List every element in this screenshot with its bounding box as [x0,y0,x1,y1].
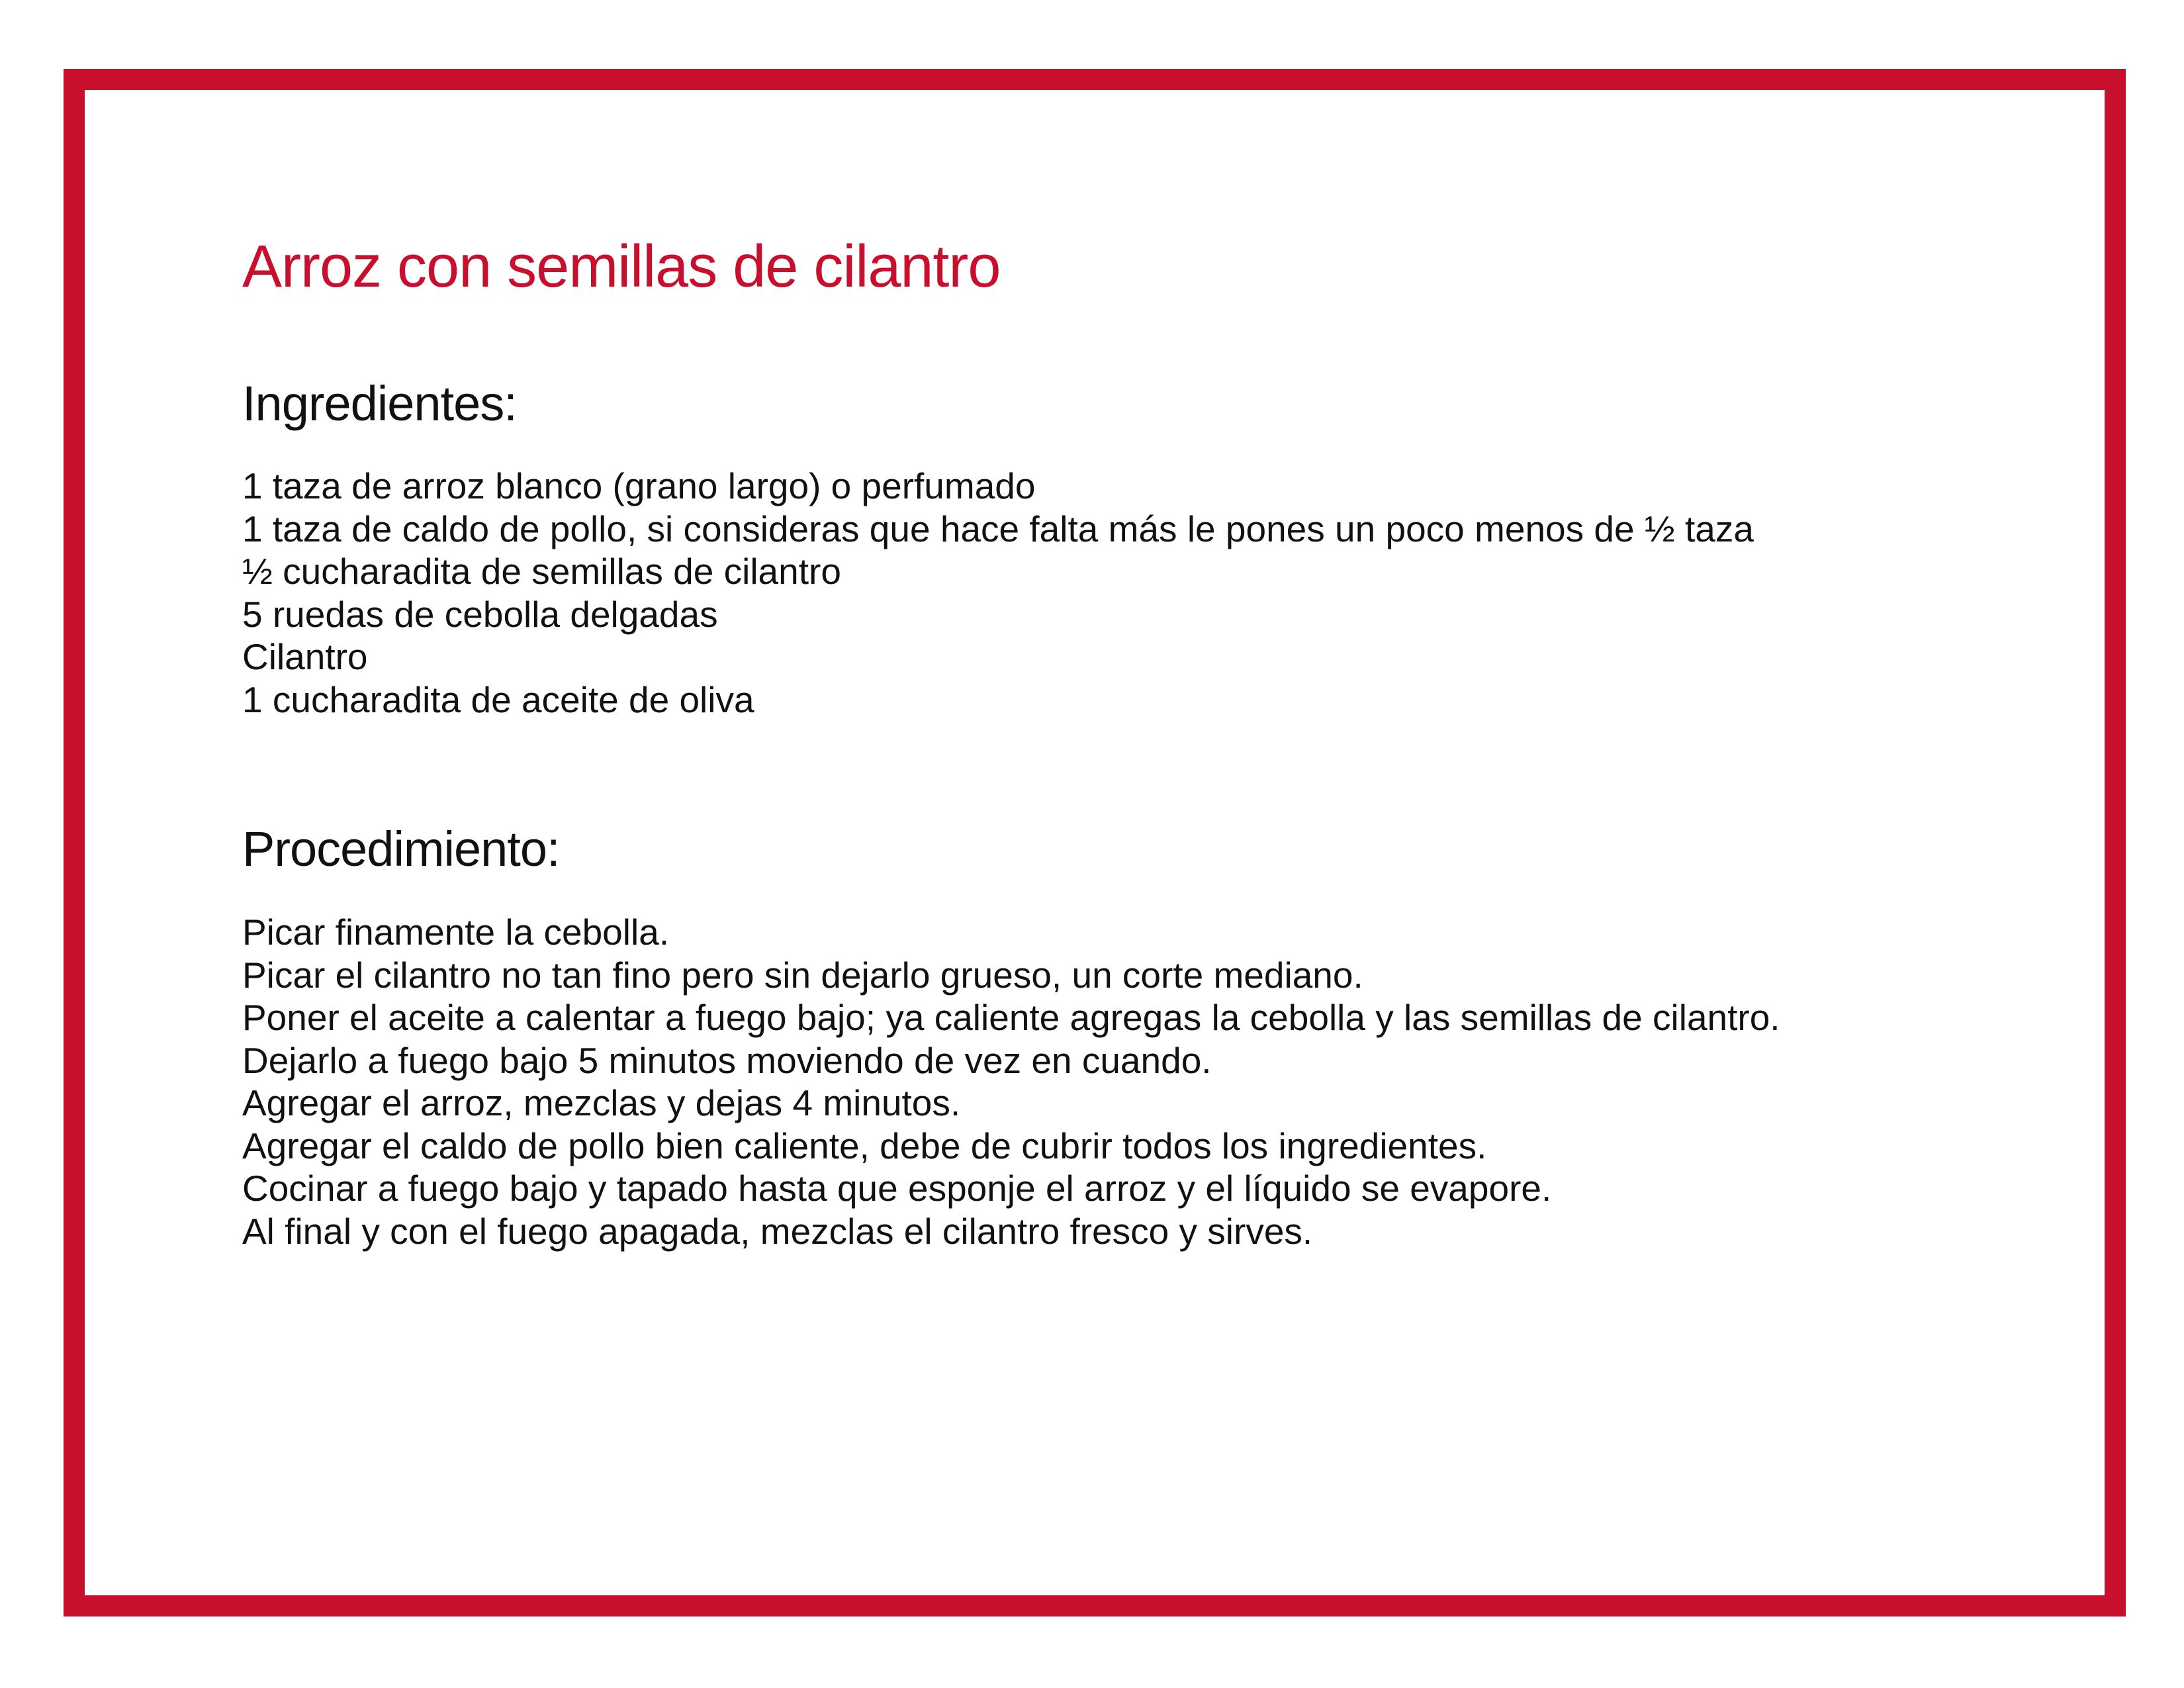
procedure-step: Agregar el caldo de pollo bien caliente, debe de cubrir todos los ingredientes. [242,1125,1487,1166]
procedure-step: Picar el cilantro no tan fino pero sin dejarlo grueso, un corte mediano. [242,954,1363,996]
ingredients-heading: Ingredientes: [242,375,517,431]
procedure-step: Al final y con el fuego apagada, mezclas el cilantro fresco y sirves. [242,1210,1313,1252]
procedure-step: Dejarlo a fuego bajo 5 minutos moviendo de vez en cuando. [242,1039,1212,1081]
ingredient-item: 1 taza de caldo de pollo, si consideras que hace falta más le pones un poco menos de ½ taza [242,508,1754,549]
ingredient-item: 5 ruedas de cebolla delgadas [242,593,718,635]
ingredient-item: 1 cucharadita de aceite de oliva [242,679,754,720]
procedure-step: Poner el aceite a calentar a fuego bajo; ya caliente agregas la cebolla y las semillas de cilantro. [242,997,1780,1039]
procedure-step: Picar finamente la cebolla. [242,912,670,953]
procedure-steps-list [242,911,1963,1252]
procedure-step: Agregar el arroz, mezclas y dejas 4 minutos. [242,1082,961,1124]
ingredients-list [242,465,1963,721]
ingredient-item: Cilantro [242,636,368,678]
procedure-heading: Procedimiento: [242,821,560,877]
recipe-title: Arroz con semillas de cilantro [242,234,1001,300]
ingredient-item: 1 taza de arroz blanco (grano largo) o perfumado [242,465,1036,507]
recipe-content [242,233,1963,1252]
ingredient-item: ½ cucharadita de semillas de cilantro [242,551,841,592]
procedure-step: Cocinar a fuego bajo y tapado hasta que esponje el arroz y el líquido se evapore. [242,1168,1552,1209]
